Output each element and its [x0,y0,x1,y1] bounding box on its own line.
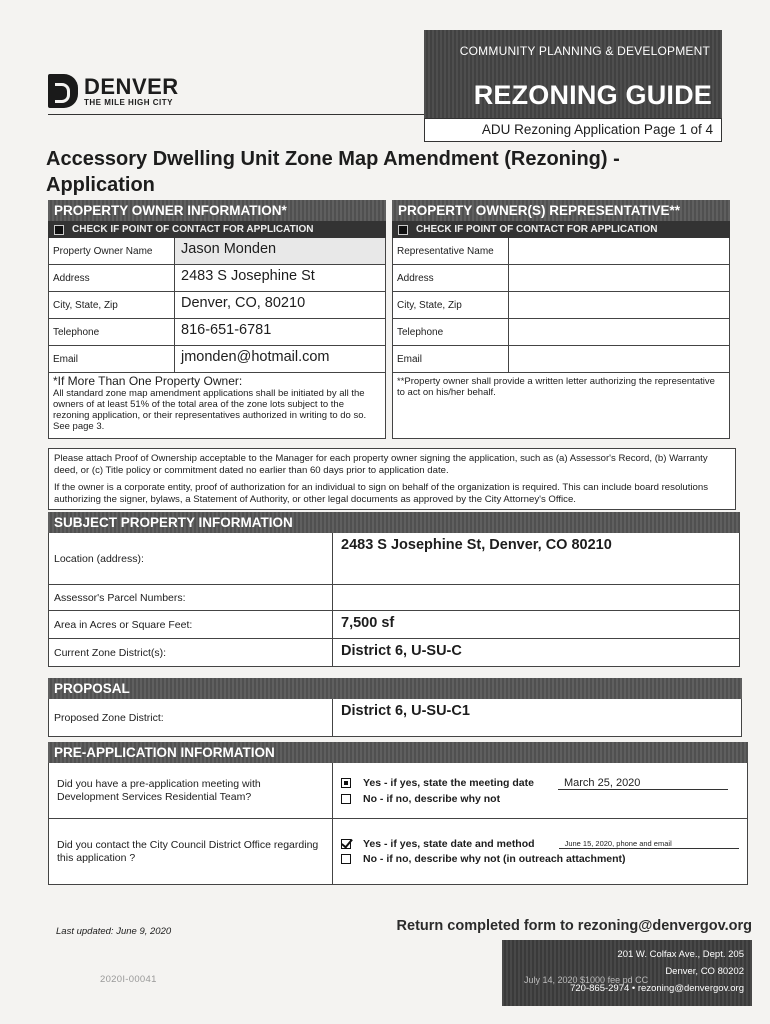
parcel-field[interactable] [333,585,739,610]
owner-contact-check[interactable] [48,221,386,238]
owner-note-heading: *If More Than One Property Owner: [53,374,243,388]
council-yes-option[interactable] [341,838,739,850]
denver-d-icon [48,74,78,108]
owner-field-row [49,238,385,265]
council-yes-checkbox[interactable] [341,839,351,849]
proposed-zone-label: Proposed Zone District: [49,699,333,736]
rep-city-field[interactable] [509,292,729,318]
owner-email-label: Email [49,346,175,372]
representative-heading: PROPERTY OWNER(S) REPRESENTATIVE** [392,200,730,221]
department-label: COMMUNITY PLANNING & DEVELOPMENT [459,44,710,58]
parcel-label: Assessor's Parcel Numbers: [49,585,333,610]
rep-name-label: Representative Name [393,238,509,264]
return-instructions: Return completed form to rezoning@denvergov.org [396,918,752,934]
owner-field-row [49,319,385,346]
council-no-checkbox[interactable] [341,854,351,864]
instruction-corporate: If the owner is a corporate entity, proof of authorization for an individual to sign on behalf of the organization is required. This can include board resolutions authorizing the signer, bylaws, a Statement of Authority, or other legal documents as approved by the City Attorney's Office. [54,482,709,505]
page-reference: ADU Rezoning Application Page 1 of 4 [424,118,722,142]
fee-stamp: July 14, 2020 $1000 fee pd CC [524,975,649,985]
rep-field-row [393,292,729,319]
area-field[interactable]: 7,500 sf [341,615,395,631]
ownership-instructions [48,448,736,510]
location-field[interactable]: 2483 S Josephine St, Denver, CO 80210 [341,537,612,553]
rep-contact-label: CHECK IF POINT OF CONTACT FOR APPLICATION [416,224,658,235]
owner-phone-label: Telephone [49,319,175,345]
owner-address-label: Address [49,265,175,291]
document-number: 2020I-00041 [100,974,157,985]
area-label: Area in Acres or Square Feet: [49,611,333,638]
location-row [48,533,740,585]
preapp-section [48,742,748,885]
meeting-no-option[interactable] [341,793,739,805]
meeting-yes-checkbox[interactable] [341,778,351,788]
zone-field[interactable]: District 6, U-SU-C [341,643,462,659]
guide-banner [424,30,722,118]
preapp-question-row [48,763,748,819]
zone-label: Current Zone District(s): [49,639,333,666]
rep-name-field[interactable] [509,238,729,264]
council-no-label: No - if no, describe why not (in outreach attachment) [363,853,626,865]
rep-field-row [393,319,729,346]
council-yes-label: Yes - if yes, state date and method [363,838,535,850]
owner-heading: PROPERTY OWNER INFORMATION* [48,200,386,221]
rep-phone-label: Telephone [393,319,509,345]
meeting-date-field[interactable]: March 25, 2020 [558,777,728,790]
last-updated: Last updated: June 9, 2020 [56,926,172,937]
denver-logo [48,74,179,108]
rep-field-row [393,238,729,265]
meeting-no-label: No - if no, describe why not [363,792,501,805]
rep-email-label: Email [393,346,509,372]
owner-name-label: Property Owner Name [49,238,175,264]
meeting-no-checkbox[interactable] [341,794,351,804]
rep-field-row [393,265,729,292]
council-method-field[interactable]: June 15, 2020, phone and email [559,839,739,849]
logo-tagline: THE MILE HIGH CITY [84,97,173,107]
header-divider [48,114,428,115]
rep-note-text: **Property owner shall provide a written letter authorizing the representative to act on his/her behalf. [397,376,715,398]
owner-email-field[interactable]: jmonden@hotmail.com [181,349,330,365]
owner-contact-checkbox[interactable] [54,225,64,235]
meeting-yes-label: Yes - if yes, state the meeting date [363,777,534,789]
owner-field-row [49,292,385,319]
owner-city-label: City, State, Zip [49,292,175,318]
proposal-section [48,678,742,737]
owner-section [48,200,386,439]
owner-field-row [49,265,385,292]
owner-name-field[interactable]: Jason Monden [175,238,385,264]
owner-contact-label: CHECK IF POINT OF CONTACT FOR APPLICATION [72,224,314,235]
logo-city: DENVER [84,73,179,99]
representative-section [392,200,730,439]
rep-contact-check[interactable] [392,221,730,238]
proposal-heading: PROPOSAL [48,678,742,699]
rep-field-row [393,346,729,373]
owner-field-row [49,346,385,373]
preapp-heading: PRE-APPLICATION INFORMATION [48,742,748,763]
location-label: Location (address): [49,533,333,584]
guide-title: REZONING GUIDE [473,80,712,110]
zone-row [48,639,740,667]
page-title: Accessory Dwelling Unit Zone Map Amendment (Rezoning) - Application [46,148,620,196]
proposed-zone-field[interactable]: District 6, U-SU-C1 [341,703,470,719]
owner-phone-field[interactable]: 816-651-6781 [181,322,272,338]
meeting-yes-option[interactable] [341,777,739,790]
rep-city-label: City, State, Zip [393,292,509,318]
preapp-question-row [48,819,748,885]
address-line-2: Denver, CO 80202 [665,966,744,977]
council-question: Did you contact the City Council District Office regarding this application ? [49,819,333,884]
rep-phone-field[interactable] [509,319,729,345]
contact-address-box [502,940,752,1006]
area-row [48,611,740,639]
owner-address-field[interactable]: 2483 S Josephine St [181,268,315,284]
contact-line: 720-865-2974 • rezoning@denvergov.org [570,983,744,994]
meeting-question: Did you have a pre-application meeting with Development Services Residential Team? [49,763,333,818]
council-no-option[interactable] [341,853,739,865]
rep-address-field[interactable] [509,265,729,291]
rep-address-label: Address [393,265,509,291]
owner-note [48,373,386,439]
owner-note-text: All standard zone map amendment applications shall be initiated by all the owners of at least 51% of the total area of the zone lots subject to the rezoning application, or their representatives authorized in writing to do so. See page 3. [53,388,367,432]
address-line-1: 201 W. Colfax Ave., Dept. 205 [617,949,744,960]
instruction-proof: Please attach Proof of Ownership acceptable to the Manager for each property owner signing the application, such as (a) Assessor's Record, (b) Warranty deed, or (c) Title policy or commitment dated no earlier than 60 days prior to application date. [54,453,708,476]
rep-email-field[interactable] [509,346,729,372]
rep-contact-checkbox[interactable] [398,225,408,235]
owner-city-field[interactable]: Denver, CO, 80210 [181,295,306,311]
parcel-row [48,585,740,611]
rep-note [392,373,730,439]
proposed-zone-row [48,699,742,737]
subject-section [48,512,740,667]
subject-heading: SUBJECT PROPERTY INFORMATION [48,512,740,533]
